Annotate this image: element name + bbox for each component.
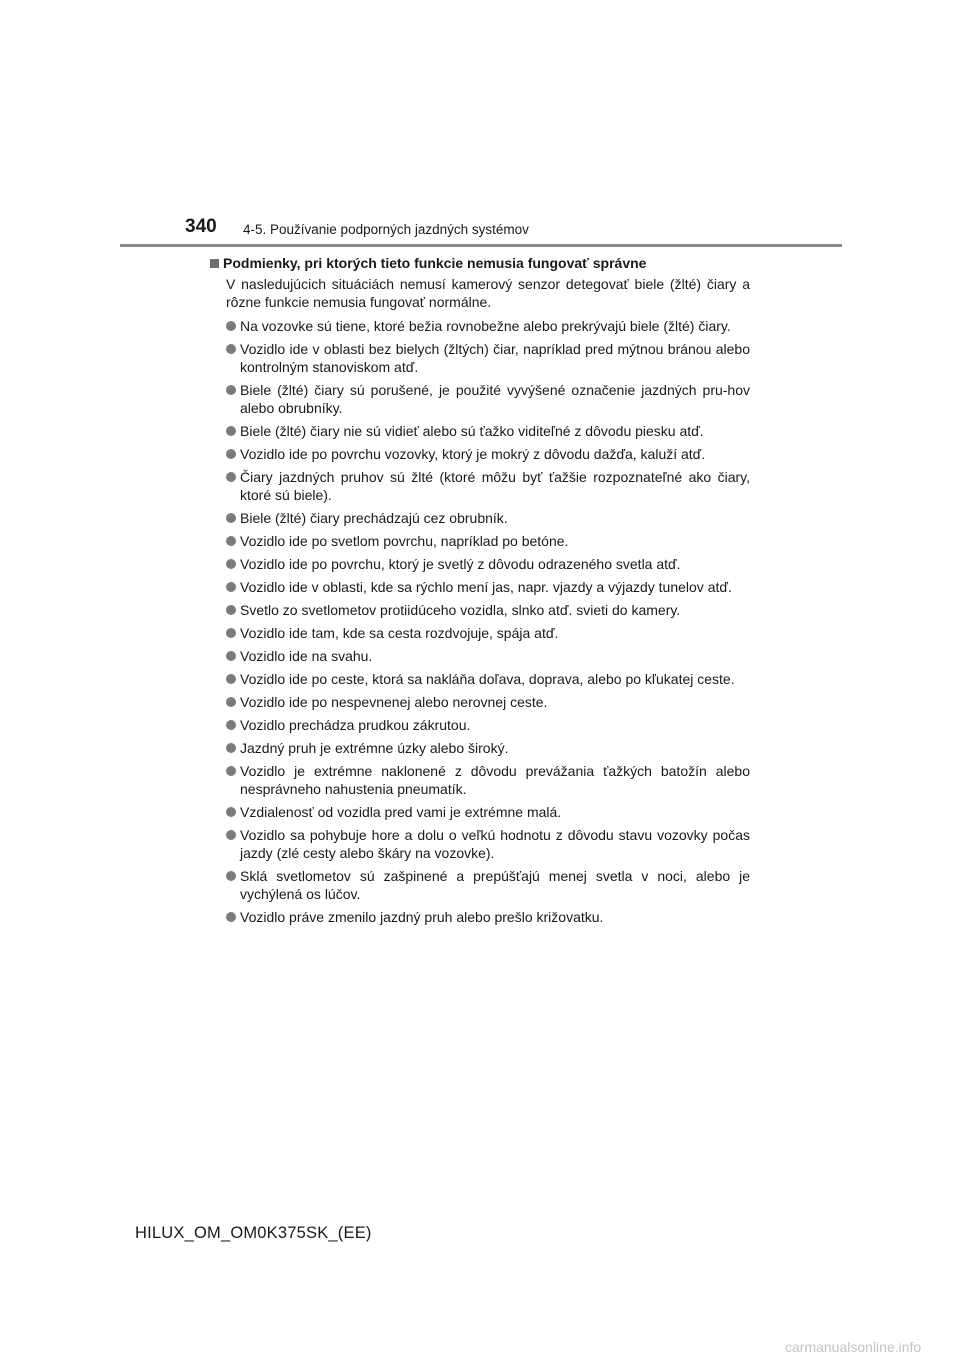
- chapter-title: 4-5. Používanie podporných jazdných systémov: [243, 222, 529, 237]
- list-item-text: Vozidlo ide po nespevnenej alebo nerovnej ceste.: [240, 694, 548, 710]
- circle-bullet-icon: [226, 536, 236, 546]
- list-item-text: Vzdialenosť od vozidla pred vami je extrémne malá.: [240, 804, 562, 820]
- list-item: [210, 532, 750, 550]
- list-item-text: Svetlo zo svetlometov protiidúceho vozidla, slnko atď. svieti do kamery.: [240, 602, 681, 618]
- list-item: [210, 762, 750, 798]
- list-item-text: Biele (žlté) čiary prechádzajú cez obrubník.: [240, 510, 508, 526]
- main-content: [210, 254, 750, 931]
- list-item-text: Jazdný pruh je extrémne úzky alebo široký.: [240, 740, 509, 756]
- circle-bullet-icon: [226, 720, 236, 730]
- circle-bullet-icon: [226, 472, 236, 482]
- circle-bullet-icon: [226, 513, 236, 523]
- list-item: [210, 693, 750, 711]
- list-item: [210, 908, 750, 926]
- list-item-text: Čiary jazdných pruhov sú žlté (ktoré môžu byť ťažšie rozpoznateľné ako čiary, ktoré sú biele).: [240, 469, 750, 503]
- list-item: [210, 555, 750, 573]
- circle-bullet-icon: [226, 674, 236, 684]
- section-heading: [210, 254, 750, 273]
- circle-bullet-icon: [226, 449, 236, 459]
- watermark: carmanualsonline.info: [785, 1339, 922, 1355]
- circle-bullet-icon: [226, 830, 236, 840]
- list-item-text: Vozidlo sa pohybuje hore a dolu o veľkú hodnotu z dôvodu stavu vozovky počas jazdy (zlé cesty alebo škáry na vozovke).: [240, 827, 750, 861]
- condition-list: [210, 317, 750, 926]
- list-item: [210, 445, 750, 463]
- circle-bullet-icon: [226, 582, 236, 592]
- list-item: [210, 867, 750, 903]
- list-item-text: Biele (žlté) čiary nie sú vidieť alebo sú ťažko viditeľné z dôvodu piesku atď.: [240, 423, 704, 439]
- list-item-text: Vozidlo ide tam, kde sa cesta rozdvojuje, spája atď.: [240, 625, 559, 641]
- list-item: [210, 716, 750, 734]
- circle-bullet-icon: [226, 559, 236, 569]
- list-item: [210, 670, 750, 688]
- circle-bullet-icon: [226, 651, 236, 661]
- list-item-text: Vozidlo ide v oblasti, kde sa rýchlo mení jas, napr. vjazdy a výjazdy tunelov atď.: [240, 579, 732, 595]
- circle-bullet-icon: [226, 344, 236, 354]
- section-heading-text: Podmienky, pri ktorých tieto funkcie nemusia fungovať správne: [223, 255, 647, 271]
- circle-bullet-icon: [226, 807, 236, 817]
- list-item-text: Vozidlo je extrémne naklonené z dôvodu prevážania ťažkých batožín alebo nesprávneho nahustenia pneumatík.: [240, 763, 750, 797]
- document-code: HILUX_OM_OM0K375SK_(EE): [135, 1224, 372, 1242]
- list-item: [210, 509, 750, 527]
- list-item: [210, 601, 750, 619]
- list-item-text: Vozidlo ide po povrchu vozovky, ktorý je mokrý z dôvodu dažďa, kaluží atď.: [240, 446, 706, 462]
- list-item: [210, 381, 750, 417]
- page-number: 340: [185, 216, 217, 237]
- list-item-text: Sklá svetlometov sú zašpinené a prepúšťajú menej svetla v noci, alebo je vychýlená os lúčov.: [240, 868, 750, 902]
- circle-bullet-icon: [226, 697, 236, 707]
- list-item-text: Biele (žlté) čiary sú porušené, je použité vyvýšené označenie jazdných pru-hov alebo obrubníky.: [240, 382, 750, 416]
- circle-bullet-icon: [226, 426, 236, 436]
- circle-bullet-icon: [226, 321, 236, 331]
- list-item-text: Na vozovke sú tiene, ktoré bežia rovnobežne alebo prekrývajú biele (žlté) čiary.: [240, 318, 731, 334]
- list-item: [210, 647, 750, 665]
- list-item: [210, 739, 750, 757]
- list-item-text: Vozidlo prechádza prudkou zákrutou.: [240, 717, 471, 733]
- circle-bullet-icon: [226, 605, 236, 615]
- square-bullet-icon: [210, 259, 219, 268]
- circle-bullet-icon: [226, 912, 236, 922]
- circle-bullet-icon: [226, 766, 236, 776]
- circle-bullet-icon: [226, 628, 236, 638]
- list-item: [210, 803, 750, 821]
- list-item: [210, 422, 750, 440]
- section-intro: V nasledujúcich situáciách nemusí kamerový senzor detegovať biele (žlté) čiary a rôzne funkcie nemusia fungovať normálne.: [226, 276, 750, 310]
- list-item: [210, 578, 750, 596]
- circle-bullet-icon: [226, 385, 236, 395]
- list-item: [210, 468, 750, 504]
- circle-bullet-icon: [226, 871, 236, 881]
- list-item-text: Vozidlo ide v oblasti bez bielych (žltých) čiar, napríklad pred mýtnou bránou alebo kontrolným stanoviskom atď.: [240, 341, 750, 375]
- list-item-text: Vozidlo ide po ceste, ktorá sa nakláňa doľava, doprava, alebo po kľukatej ceste.: [240, 671, 735, 687]
- circle-bullet-icon: [226, 743, 236, 753]
- list-item-text: Vozidlo ide na svahu.: [240, 648, 373, 664]
- list-item: [210, 826, 750, 862]
- header-divider: [120, 244, 842, 247]
- list-item-text: Vozidlo ide po povrchu, ktorý je svetlý z dôvodu odrazeného svetla atď.: [240, 556, 681, 572]
- list-item: [210, 340, 750, 376]
- list-item-text: Vozidlo práve zmenilo jazdný pruh alebo prešlo križovatku.: [240, 909, 604, 925]
- list-item-text: Vozidlo ide po svetlom povrchu, napríklad po betóne.: [240, 533, 569, 549]
- list-item: [210, 317, 750, 335]
- list-item: [210, 624, 750, 642]
